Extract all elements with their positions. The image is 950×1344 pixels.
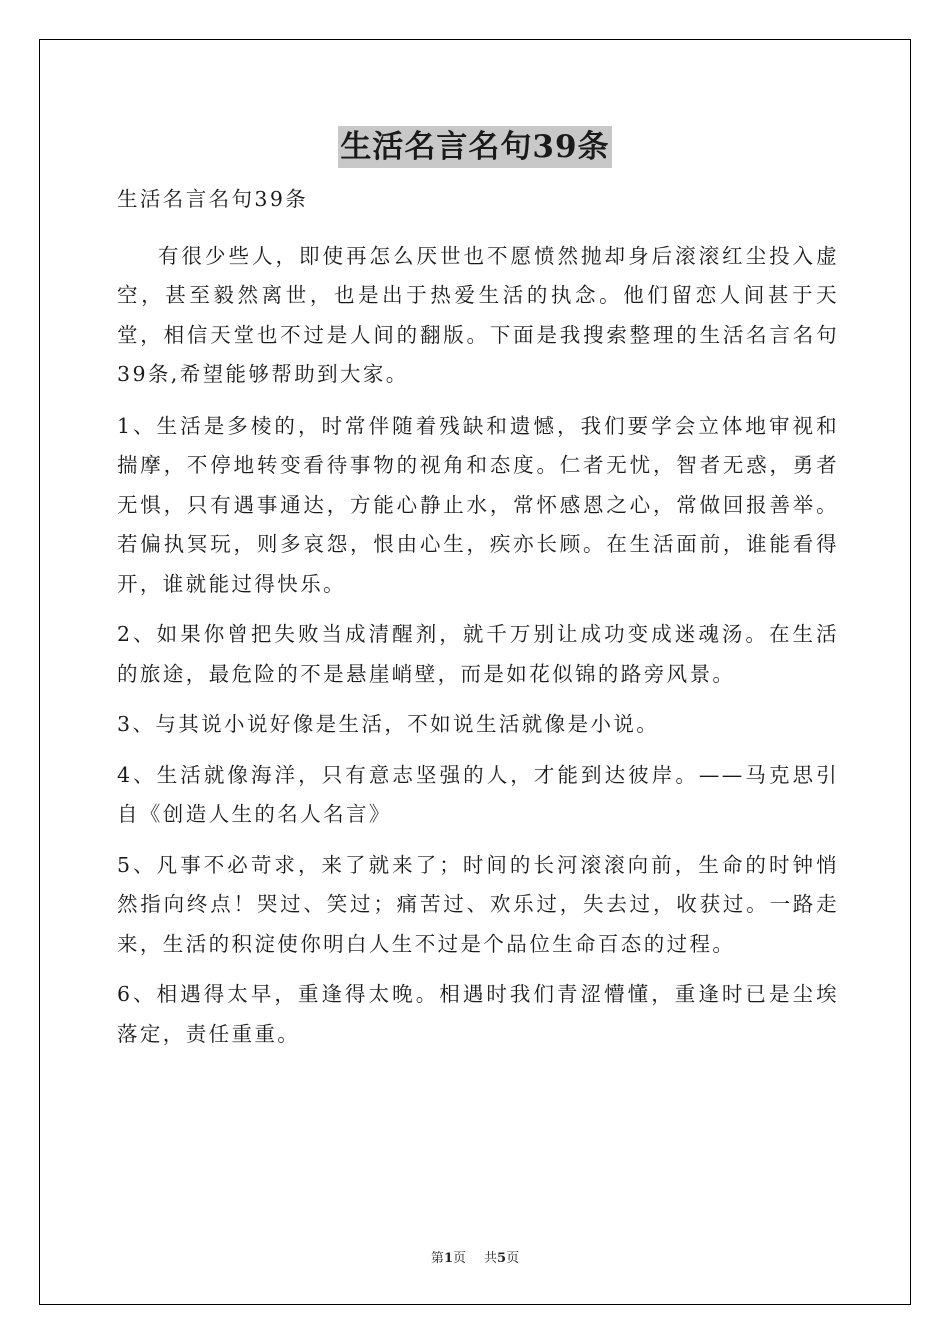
quote-item: 4、生活就像海洋，只有意志坚强的人，才能到达彼岸。——马克思引自《创造人生的名人名言》 — [117, 762, 839, 826]
quote-item: 1、生活是多棱的，时常伴随着残缺和遗憾，我们要学会立体地审视和揣摩，不停地转变看待事物的视角和态度。仁者无忧，智者无惑，勇者无惧，只有遇事通达，方能心静止水，常怀感恩之心，常做回报善举。若偏执冥玩，则多哀怨，恨由心生，疾亦长顾。在生活面前，谁能看得开，谁就能过得快乐。 — [117, 413, 839, 596]
page-total: 5 — [497, 1251, 507, 1266]
intro-paragraph: 有很少些人，即使再怎么厌世也不愿愤然抛却身后滚滚红尘投入虚空，甚至毅然离世，也是出于热爱生活的执念。他们留恋人间甚于天堂，相信天堂也不过是人间的翻版。下面是我搜索整理的生活名言名句39条,希望能够帮助到大家。 — [117, 243, 839, 386]
quote-item: 2、如果你曾把失败当成清醒剂，就千万别让成功变成迷魂汤。在生活的旅途，最危险的不是悬崖峭壁，而是如花似锦的路旁风景。 — [117, 622, 839, 686]
page-current: 1 — [443, 1251, 453, 1266]
total-suffix: 页 — [506, 1251, 520, 1266]
page-prefix: 第 — [430, 1251, 444, 1266]
document-body — [117, 180, 839, 1065]
document-title: 生活名言名句39条 — [338, 126, 611, 168]
quote-item: 6、相遇得太早，重逢得太晚。相遇时我们青涩懵懂，重逢时已是尘埃落定，责任重重。 — [117, 982, 839, 1046]
title-container — [0, 126, 950, 168]
document-subtitle: 生活名言名句39条 — [117, 187, 309, 211]
page-suffix: 页 — [452, 1251, 466, 1266]
total-prefix: 共 — [484, 1251, 498, 1266]
quote-item: 3、与其说小说好像是生活，不如说生活就像是小说。 — [117, 712, 660, 736]
page-footer — [0, 1247, 950, 1266]
quote-item: 5、凡事不必苛求，来了就来了；时间的长河滚滚向前，生命的时钟悄然指向终点！哭过、笑过；痛苦过、欢乐过，失去过，收获过。一路走来，生活的积淀使你明白人生不过是个品位生命百态的过程。 — [117, 852, 839, 956]
